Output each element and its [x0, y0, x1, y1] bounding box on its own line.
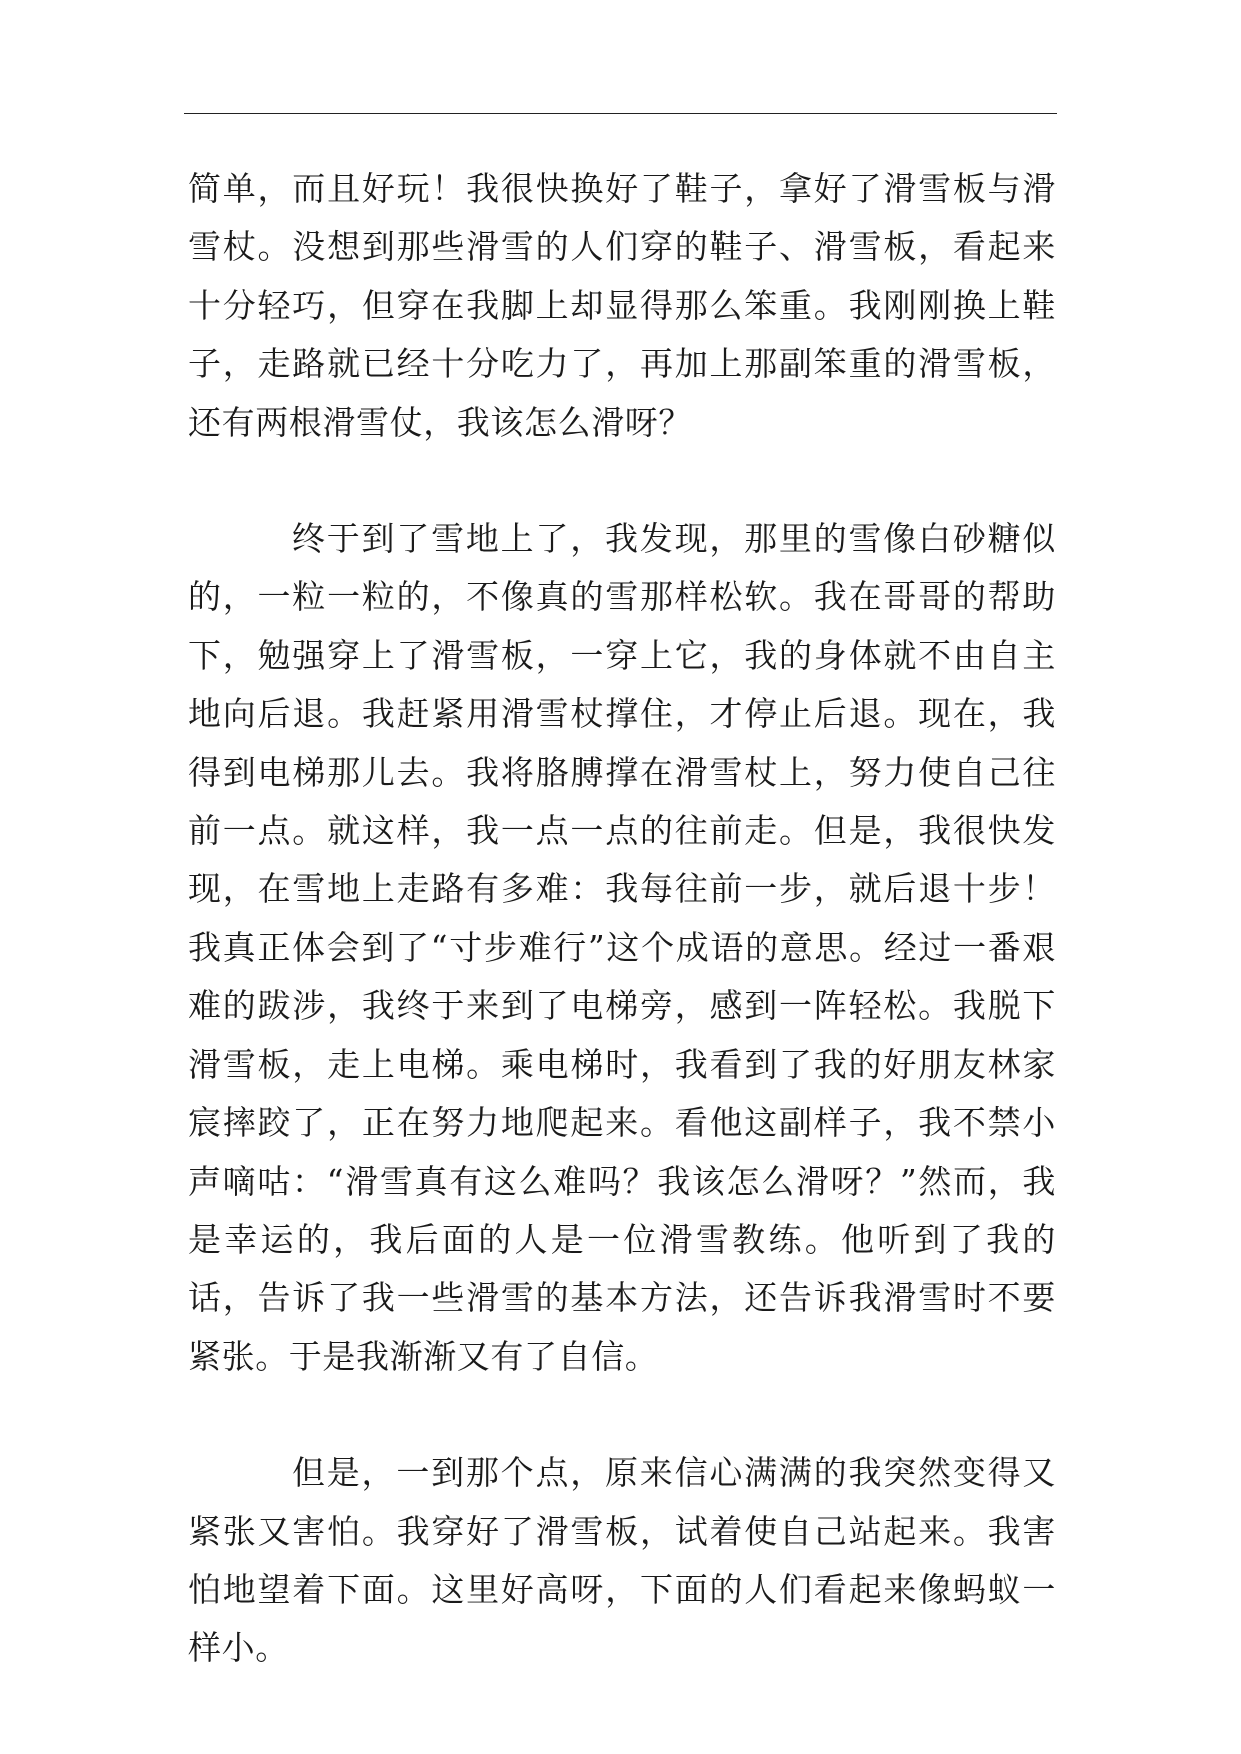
paragraph-spacer — [188, 1386, 1056, 1444]
paragraph-snowfield: 终于到了雪地上了，我发现，那里的雪像白砂糖似的，一粒一粒的，不像真的雪那样松软。我在哥哥的帮助下，勉强穿上了滑雪板，一穿上它，我的身体就不由自主地向后退。我赶紧用滑雪杖撑住，才停止后退。现在，我得到电梯那儿去。我将胳膊撑在滑雪杖上，努力使自己往前一点。就这样，我一点一点的往前走。但是，我很快发现，在雪地上走路有多难：我每往前一步，就后退十步！我真正体会到了“寸步难行”这个成语的意思。经过一番艰难的跋涉，我终于来到了电梯旁，感到一阵轻松。我脱下滑雪板，走上电梯。乘电梯时，我看到了我的好朋友林家宸摔跤了，正在努力地爬起来。看他这副样子，我不禁小声嘀咕：“滑雪真有这么难吗？我该怎么滑呀？”然而，我是幸运的，我后面的人是一位滑雪教练。他听到了我的话，告诉了我一些滑雪的基本方法，还告诉我滑雪时不要紧张。于是我渐渐又有了自信。 — [188, 519, 1056, 1376]
paragraph-spacer — [188, 452, 1056, 510]
header-rule — [184, 113, 1057, 114]
page-body — [188, 160, 1056, 1678]
paragraph-slope-top: 但是，一到那个点，原来信心满满的我突然变得又紧张又害怕。我穿好了滑雪板，试着使自己站起来。我害怕地望着下面。这里好高呀，下面的人们看起来像蚂蚁一样小。 — [188, 1453, 1056, 1668]
paragraph-continued: 简单，而且好玩！我很快换好了鞋子，拿好了滑雪板与滑雪杖。没想到那些滑雪的人们穿的鞋子、滑雪板，看起来十分轻巧，但穿在我脚上却显得那么笨重。我刚刚换上鞋子，走路就已经十分吃力了，再加上那副笨重的滑雪板，还有两根滑雪仗，我该怎么滑呀？ — [188, 169, 1056, 442]
